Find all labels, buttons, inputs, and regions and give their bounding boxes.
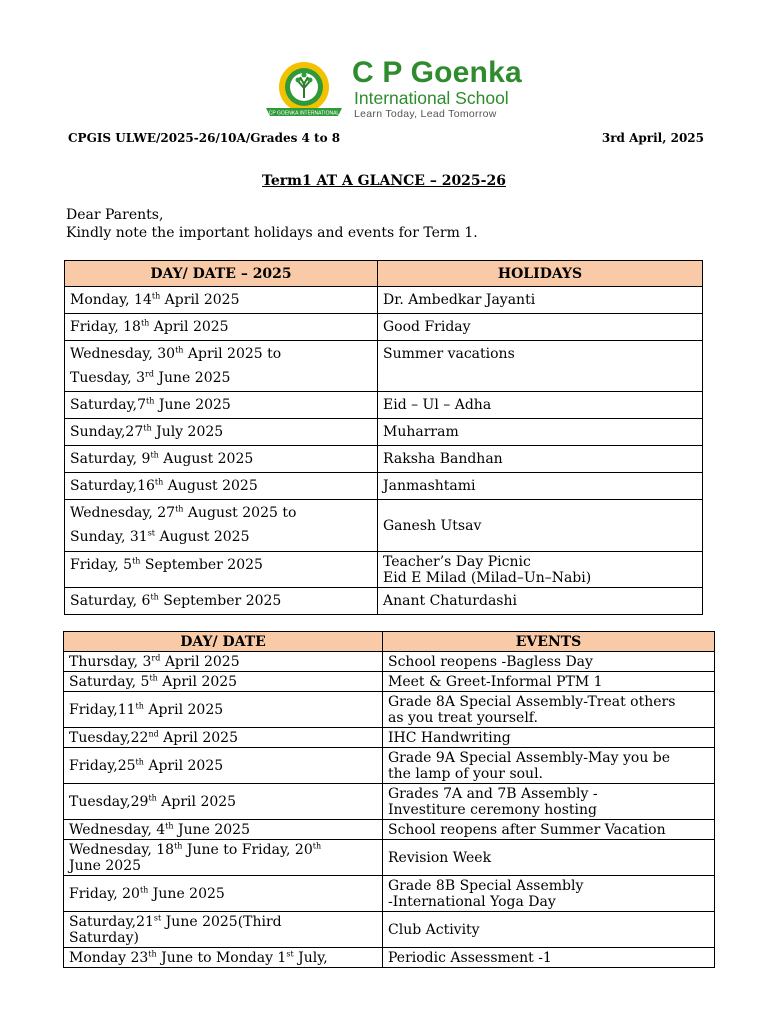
- description-cell: [383, 820, 715, 840]
- description-cell: [383, 728, 715, 748]
- description-cell: [378, 419, 703, 446]
- date-text: July 2025: [151, 424, 224, 440]
- date-text: Friday,11: [69, 702, 136, 718]
- date-line: [70, 525, 372, 549]
- date-text: Saturday, 9: [70, 451, 151, 467]
- date-cell: [65, 588, 378, 615]
- date-line: [69, 914, 377, 930]
- date-text: Friday, 20: [69, 886, 140, 902]
- description-line: Meet & Greet-Informal PTM 1: [388, 674, 603, 690]
- date-cell: [64, 820, 383, 840]
- date-line: [69, 730, 377, 746]
- date-ordinal: th: [135, 701, 144, 711]
- date-line: [70, 287, 372, 313]
- date-text: April 2025: [149, 319, 229, 335]
- date-ordinal: th: [151, 291, 161, 301]
- description-line: Eid E Milad (Milad–Un–Nabi): [383, 570, 592, 586]
- description-cell: [378, 588, 703, 615]
- description-line: Grade 8A Special Assembly-Treat others: [388, 694, 676, 710]
- date-text: August 2025: [155, 529, 250, 545]
- description-cell: [383, 692, 715, 728]
- date-line: [69, 654, 377, 670]
- date-text: August 2025: [158, 451, 254, 467]
- description-line: Periodic Assessment -1: [388, 950, 552, 966]
- date-ordinal: nd: [148, 729, 159, 739]
- school-logo: [262, 58, 542, 122]
- date-ordinal: th: [140, 318, 150, 328]
- description-cell: [378, 473, 703, 500]
- date-ordinal: th: [312, 841, 322, 851]
- date-text: Saturday): [69, 930, 139, 946]
- date-text: Saturday,16: [70, 478, 155, 494]
- description-cell: [383, 672, 715, 692]
- description-line: Dr. Ambedkar Jayanti: [383, 292, 536, 308]
- description-line: the lamp of your soul.: [388, 766, 544, 782]
- description-line: Raksha Bandhan: [383, 451, 503, 467]
- description-cell: [383, 840, 715, 876]
- table-row: [65, 314, 703, 341]
- date-cell: [65, 392, 378, 419]
- table-row: [65, 341, 703, 392]
- date-text: June to Monday 1: [156, 950, 287, 966]
- table-row: [64, 728, 715, 748]
- date-text: September 2025: [158, 593, 282, 609]
- date-line: [70, 366, 372, 390]
- date-cell: [65, 341, 378, 392]
- table-row: [64, 784, 715, 820]
- description-line: Grade 8B Special Assembly: [388, 878, 584, 894]
- table-row: [65, 287, 703, 314]
- school-emblem-icon: [262, 60, 346, 120]
- date-ordinal: th: [174, 841, 183, 851]
- date-text: August 2025 to: [183, 505, 297, 521]
- date-line: [70, 314, 372, 340]
- date-line: [69, 950, 377, 966]
- description-cell: [378, 287, 703, 314]
- date-line: [69, 674, 377, 690]
- table-row: [65, 552, 703, 588]
- date-text: Wednesday, 18: [69, 842, 175, 858]
- date-line: [69, 758, 377, 774]
- table-row: [65, 473, 703, 500]
- date-text: June 2025: [148, 886, 225, 902]
- description-line: Janmashtami: [383, 478, 476, 494]
- intro-text: Kindly note the important holidays and events for Term 1.: [66, 225, 478, 241]
- description-cell: [383, 876, 715, 912]
- date-ordinal: th: [150, 450, 159, 460]
- page-title: Term1 AT A GLANCE – 2025-26: [262, 173, 506, 189]
- date-ordinal: th: [139, 885, 149, 895]
- date-ordinal: th: [135, 757, 144, 767]
- date-text: June to Friday, 20: [182, 842, 313, 858]
- date-line: [69, 930, 377, 946]
- date-text: April 2025: [143, 758, 224, 774]
- date-ordinal: th: [143, 423, 152, 433]
- date-text: August 2025: [163, 478, 258, 494]
- description-line: Teacher’s Day Picnic: [383, 554, 531, 570]
- date-text: Thursday, 3: [69, 654, 152, 670]
- date-line: [70, 392, 372, 418]
- date-text: Saturday,7: [70, 397, 146, 413]
- table-row: [65, 500, 703, 552]
- date-ordinal: th: [146, 396, 155, 406]
- events-header-event: EVENTS: [383, 632, 715, 652]
- date-ordinal: th: [154, 477, 164, 487]
- date-ordinal: th: [132, 556, 141, 566]
- table-row: [64, 672, 715, 692]
- date-text: April 2025: [157, 674, 238, 690]
- description-cell: [378, 392, 703, 419]
- description-line: Anant Chaturdashi: [383, 593, 517, 609]
- description-line: Ganesh Utsav: [383, 517, 482, 534]
- description-line: Summer vacations: [383, 346, 515, 362]
- date-cell: [64, 672, 383, 692]
- greeting-block: [66, 206, 478, 242]
- date-text: June 2025: [173, 822, 250, 838]
- school-subtitle: International School: [354, 88, 509, 108]
- date-text: Sunday, 31: [70, 529, 148, 545]
- date-cell: [65, 419, 378, 446]
- table-row: [64, 840, 715, 876]
- date-text: Sunday,27: [70, 424, 144, 440]
- description-cell: [383, 948, 715, 968]
- greeting: Dear Parents,: [66, 207, 164, 223]
- date-text: July,: [293, 950, 328, 966]
- table-row: [64, 652, 715, 672]
- date-line: [69, 794, 377, 810]
- description-cell: [383, 784, 715, 820]
- date-line: [70, 419, 372, 445]
- description-cell: [383, 912, 715, 948]
- svg-text:CP GOENKA INTERNATIONAL: CP GOENKA INTERNATIONAL: [268, 110, 340, 117]
- description-line: Investiture ceremony hosting: [388, 802, 597, 818]
- date-text: April 2025: [143, 702, 224, 718]
- description-cell: [383, 748, 715, 784]
- description-line: as you treat yourself.: [388, 710, 538, 726]
- table-row: [64, 876, 715, 912]
- description-line: Club Activity: [388, 922, 480, 938]
- description-line: -International Yoga Day: [388, 894, 556, 910]
- date-ordinal: rd: [151, 653, 161, 663]
- date-cell: [64, 948, 383, 968]
- date-text: Saturday, 6: [70, 593, 151, 609]
- date-text: June 2025: [69, 858, 142, 874]
- date-text: Tuesday,22: [69, 730, 149, 746]
- date-cell: [65, 314, 378, 341]
- date-cell: [64, 912, 383, 948]
- reference-number: CPGIS ULWE/2025-26/10A/Grades 4 to 8: [68, 131, 341, 145]
- events-table: [63, 631, 715, 968]
- table-row: [65, 392, 703, 419]
- date-text: Friday, 18: [70, 319, 141, 335]
- date-text: Monday, 14: [70, 292, 152, 308]
- table-row: [65, 588, 703, 615]
- holidays-table: [64, 260, 703, 615]
- date-cell: [64, 728, 383, 748]
- table-row: [64, 692, 715, 728]
- date-line: [70, 446, 372, 472]
- date-text: June 2025: [153, 370, 231, 386]
- date-cell: [64, 748, 383, 784]
- holidays-header-date: DAY/ DATE – 2025: [65, 261, 378, 287]
- date-ordinal: st: [153, 913, 162, 923]
- date-line: [69, 886, 377, 902]
- date-cell: [64, 840, 383, 876]
- date-text: Tuesday,29: [69, 794, 149, 810]
- table-row: [65, 419, 703, 446]
- date-cell: [64, 692, 383, 728]
- description-line: Revision Week: [388, 850, 492, 866]
- date-line: [69, 702, 377, 718]
- date-ordinal: rd: [145, 369, 154, 379]
- date-ordinal: th: [175, 504, 184, 514]
- description-line: School reopens after Summer Vacation: [388, 822, 666, 838]
- description-line: Eid – Ul – Adha: [383, 397, 492, 413]
- date-line: [70, 588, 372, 614]
- description-line: Good Friday: [383, 319, 471, 335]
- date-text: Tuesday, 3: [70, 370, 145, 386]
- date-line: [70, 473, 372, 499]
- table-row: [65, 446, 703, 473]
- date-cell: [65, 473, 378, 500]
- description-line: Grades 7A and 7B Assembly -: [388, 786, 598, 802]
- table-row: [64, 912, 715, 948]
- description-cell: [383, 652, 715, 672]
- date-text: April 2025: [156, 794, 237, 810]
- date-text: April 2025: [160, 292, 240, 308]
- description-line: Grade 9A Special Assembly-May you be: [388, 750, 671, 766]
- date-text: Saturday, 5: [69, 674, 150, 690]
- date-text: September 2025: [140, 557, 263, 573]
- date-ordinal: th: [175, 345, 184, 355]
- date-text: April 2025 to: [183, 346, 282, 362]
- date-ordinal: th: [165, 821, 174, 831]
- date-cell: [64, 652, 383, 672]
- date-text: Friday, 5: [70, 557, 133, 573]
- date-text: Wednesday, 27: [70, 505, 176, 521]
- date-text: Saturday,21: [69, 914, 154, 930]
- date-cell: [64, 784, 383, 820]
- date-ordinal: th: [149, 673, 158, 683]
- description-line: IHC Handwriting: [388, 730, 511, 746]
- date-ordinal: th: [148, 793, 157, 803]
- school-tagline: Learn Today, Lead Tomorrow: [354, 108, 497, 120]
- date-line: [69, 822, 377, 838]
- date-text: April 2025: [160, 654, 240, 670]
- table-row: [64, 820, 715, 840]
- date-text: Wednesday, 30: [70, 346, 176, 362]
- date-cell: [65, 552, 378, 588]
- description-line: School reopens -Bagless Day: [388, 654, 593, 670]
- description-cell: [378, 500, 703, 552]
- events-header-date: DAY/ DATE: [64, 632, 383, 652]
- date-line: [69, 858, 377, 874]
- description-cell: [378, 341, 703, 392]
- description-line: Muharram: [383, 424, 459, 440]
- date-cell: [65, 287, 378, 314]
- date-line: [70, 501, 372, 525]
- date-line: [70, 342, 372, 366]
- date-line: [70, 552, 372, 578]
- date-text: Wednesday, 4: [69, 822, 166, 838]
- date-cell: [65, 500, 378, 552]
- date-ordinal: st: [147, 528, 156, 538]
- date-text: April 2025: [158, 730, 238, 746]
- description-cell: [378, 314, 703, 341]
- holidays-header-holiday: HOLIDAYS: [378, 261, 703, 287]
- date-cell: [65, 446, 378, 473]
- description-cell: [378, 446, 703, 473]
- description-cell: [378, 552, 703, 588]
- date-text: Friday,25: [69, 758, 136, 774]
- table-row: [64, 748, 715, 784]
- date-line: [69, 842, 377, 858]
- date-ordinal: th: [148, 949, 157, 959]
- table-row: [64, 948, 715, 968]
- date-ordinal: th: [150, 592, 159, 602]
- date-text: June 2025: [154, 397, 231, 413]
- date-text: June 2025(Third: [161, 914, 282, 930]
- school-name: C P Goenka: [352, 56, 522, 89]
- date-text: Monday 23: [69, 950, 149, 966]
- date-cell: [64, 876, 383, 912]
- date-ordinal: st: [286, 949, 294, 959]
- letter-date: 3rd April, 2025: [601, 131, 704, 145]
